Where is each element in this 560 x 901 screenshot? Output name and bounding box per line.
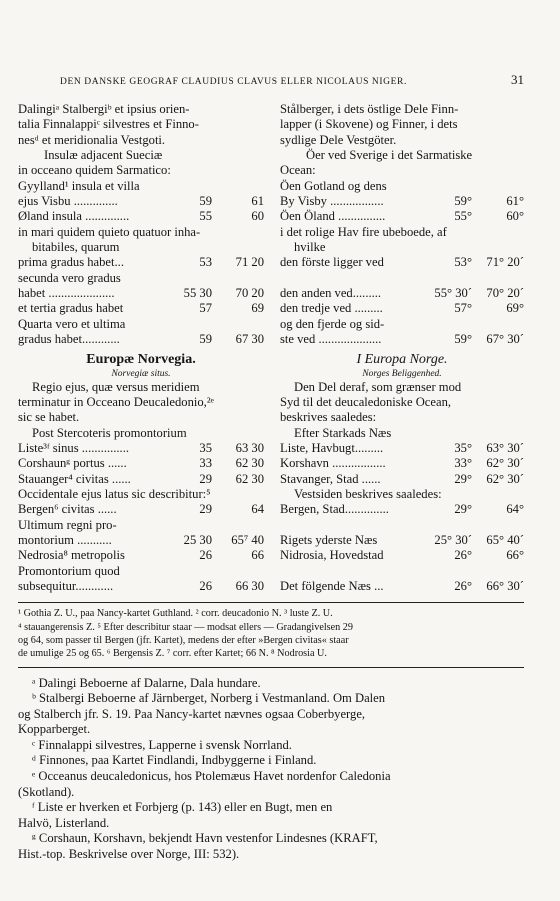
place-name: By Visby ................. [280, 194, 384, 209]
longitude-value: 60 [251, 209, 264, 224]
text-line: nesᵈ et meridionalia Vestgoti. [18, 132, 166, 147]
latitude-value: 29° [454, 471, 472, 486]
place-name: montorium ........... [18, 532, 112, 547]
note-line: ᶜ Finnalappi silvestres, Lapperne i svensk Norrland. [32, 737, 292, 752]
coordinate-row [18, 533, 264, 548]
coordinate-row [280, 209, 524, 224]
footnotes [18, 607, 524, 660]
column-rule [18, 602, 524, 603]
text-line: beskrives saaledes: [280, 410, 377, 425]
danish-column [280, 102, 524, 594]
text-line: sydlige Dele Vestgöter. [280, 132, 397, 147]
coordinate-row [18, 255, 264, 270]
note-line: ᵉ Occeanus deucaledonicus, hos Ptolemæus Havet nordenfor Caledonia [32, 769, 391, 784]
latitude-value: 29 [199, 471, 212, 486]
note-line: og Stalberch jfr. S. 19. Paa Nancy-kartet nævnes ogsaa Coberbyerge, [18, 706, 366, 721]
longitude-value: 71 20 [235, 255, 264, 270]
coordinate-row [18, 332, 264, 347]
longitude-value: 62° 30´ [486, 456, 524, 471]
text-line: Vestsiden beskrives saaledes: [294, 486, 442, 501]
note-line: ᵃ Dalingi Beboerne af Dalarne, Dala hundare. [32, 675, 261, 690]
place-name: Nedrosia⁸ metropolis [18, 548, 125, 563]
coordinate-row [18, 194, 264, 209]
latitude-value: 59 [199, 332, 212, 347]
latitude-value: 55 30 [183, 286, 212, 301]
section-subheading: Norges Beliggenhed. [362, 368, 442, 379]
coordinate-row [280, 286, 524, 301]
footnote-line: ⁴ stauangerensis Z. ⁵ Efter describitur staar — modsat ellers — Gradangivelsen 29 [18, 621, 353, 633]
note-line: ᶠ Liste er hverken et Forbjerg (p. 143) eller en Bugt, men en [32, 800, 333, 815]
note-line: Halvö, Listerland. [18, 815, 110, 830]
text-line: lapper (i Skovene) og Finner, i dets [280, 117, 458, 132]
longitude-value: 65⁷ 40 [231, 532, 264, 547]
note-line: ᵇ Stalbergi Beboerne af Järnberget, Norberg i Vestmanland. Om Dalen [32, 691, 386, 706]
latitude-value: 59° [454, 194, 472, 209]
longitude-value: 67 30 [235, 332, 264, 347]
latitude-value: 33 [199, 456, 212, 471]
text-line: Ocean: [280, 163, 316, 178]
longitude-value: 66° [506, 548, 524, 563]
text-line: Insulæ adjacent Sueciæ [44, 148, 163, 163]
longitude-value: 62° 30´ [486, 471, 524, 486]
place-name: den förste ligger ved [280, 255, 384, 270]
footnote-line: ¹ Gothia Z. U., paa Nancy-kartet Guthland. ² corr. deucadonio N. ³ luste Z. U. [18, 608, 333, 620]
coordinate-row [280, 255, 524, 270]
longitude-value: 62 30 [235, 471, 264, 486]
note-line: ᵈ Finnones, paa Kartet Findlandi, Indbyggerne i Finland. [32, 753, 317, 768]
text-line: Regio ejus, quæ versus meridiem [32, 379, 200, 394]
text-line: in mari quidem quieto quatuor inha- [18, 224, 201, 239]
place-name: den tredje ved ......... [280, 301, 383, 316]
place-name: Bergen, Stad.............. [280, 502, 389, 517]
coordinate-row [280, 456, 524, 471]
latitude-value: 25° 30´ [434, 532, 472, 547]
latitude-value: 29 [199, 502, 212, 517]
longitude-value: 61 [251, 194, 264, 209]
text-line: Den Del deraf, som grænser mod [294, 379, 462, 394]
text-line: terminatur in Occeano Deucaledonio,²ᵉ [18, 394, 214, 409]
coordinate-row [280, 332, 524, 347]
note-line: ᵍ Corshaun, Korshavn, bekjendt Havn vestenfor Lindesnes (KRAFT, [32, 831, 378, 846]
section-heading: I Europa Norge. [356, 351, 448, 367]
place-name: Öen Öland ............... [280, 209, 386, 224]
text-line: bitabiles, quarum [32, 240, 120, 255]
text-line: Promontorium quod [18, 563, 120, 578]
longitude-value: 67° 30´ [486, 332, 524, 347]
place-name: gradus habet............ [18, 332, 120, 347]
latitude-value: 55° [454, 209, 472, 224]
latitude-value: 26 [199, 548, 212, 563]
running-header [60, 72, 524, 88]
place-name: habet ..................... [18, 286, 115, 301]
coordinate-row [18, 286, 264, 301]
latitude-value: 29° [454, 502, 472, 517]
coordinate-row [18, 209, 264, 224]
latitude-value: 53° [454, 255, 472, 270]
two-column-text [18, 102, 524, 594]
latitude-value: 59 [199, 194, 212, 209]
coordinate-row [280, 194, 524, 209]
text-line: sic se habet. [18, 410, 80, 425]
text-line: Gyylland¹ insula et villa [18, 178, 140, 193]
place-name: Øland insula .............. [18, 209, 130, 224]
latitude-value: 59° [454, 332, 472, 347]
footnote-line: de umulige 25 og 65. ⁶ Bergensis Z. ⁷ corr. efter Kartet; 66 N. ⁸ Nodrosia U. [18, 648, 327, 660]
coordinate-row [18, 456, 264, 471]
latitude-value: 57° [454, 301, 472, 316]
place-name: Bergen⁶ civitas ...... [18, 502, 117, 517]
coordinate-row [18, 548, 264, 563]
longitude-value: 63 30 [235, 440, 264, 455]
longitude-value: 62 30 [235, 456, 264, 471]
coordinate-row [18, 502, 264, 517]
longitude-value: 65° 40´ [486, 532, 524, 547]
latitude-value: 35° [454, 440, 472, 455]
longitude-value: 70° 20´ [486, 286, 524, 301]
text-line: Öen Gotland og dens [280, 178, 387, 193]
text-line: Öer ved Sverige i det Sarmatiske [306, 148, 473, 163]
text-line: talia Finnalappiᶜ silvestres et Finno- [18, 117, 199, 132]
place-name: prima gradus habet... [18, 255, 124, 270]
section-subheading: Norvegiæ situs. [111, 368, 171, 379]
place-name: Korshavn ................. [280, 456, 386, 471]
text-line: Ultimum regni pro- [18, 517, 117, 532]
coordinate-row [18, 472, 264, 487]
latitude-value: 53 [199, 255, 212, 270]
coordinate-row [280, 301, 524, 316]
latitude-value: 33° [454, 456, 472, 471]
text-line [280, 271, 524, 286]
longitude-value: 71° 20´ [486, 255, 524, 270]
note-line: (Skotland). [18, 784, 75, 799]
longitude-value: 64 [251, 502, 264, 517]
longitude-value: 69° [506, 301, 524, 316]
latitude-value: 26 [199, 578, 212, 593]
text-line: i det rolige Hav fire ubeboede, af [280, 224, 447, 239]
latin-column [18, 102, 264, 594]
latitude-value: 35 [199, 440, 212, 455]
place-name: Corshaunᵍ portus ...... [18, 456, 127, 471]
coordinate-row [280, 533, 524, 548]
section-heading: Europæ Norvegia. [86, 351, 196, 367]
longitude-value: 69 [251, 301, 264, 316]
text-line: Stålberger, i dets östlige Dele Finn- [280, 102, 459, 116]
footnote-line: og 64, som passer til Bergen (jfr. Kartet), medens der efter »Bergen civitas« staar [18, 634, 349, 646]
place-name: Liste³ᶠ sinus ............... [18, 440, 130, 455]
longitude-value: 64° [506, 502, 524, 517]
place-name: Stavanger, Stad ...... [280, 471, 381, 486]
place-name: Liste, Havbugt......... [280, 440, 384, 455]
longitude-value: 60° [506, 209, 524, 224]
longitude-value: 70 20 [235, 286, 264, 301]
place-name: et tertia gradus habet [18, 301, 124, 316]
text-line: secunda vero gradus [18, 270, 121, 285]
text-line: hvilke [294, 240, 326, 255]
longitude-value: 61° [506, 194, 524, 209]
place-name: ejus Visbu .............. [18, 194, 118, 209]
running-title: DEN DANSKE GEOGRAF CLAUDIUS CLAVUS ELLER NICOLAUS NIGER. [60, 77, 407, 87]
longitude-value: 66 [251, 548, 264, 563]
text-line: Efter Starkads Næs [294, 425, 392, 440]
commentary-notes [18, 676, 524, 863]
text-line: Quarta vero et ultima [18, 316, 126, 331]
coordinate-row [280, 579, 524, 594]
latitude-value: 26° [454, 548, 472, 563]
place-name: Rigets yderste Næs [280, 532, 378, 547]
coordinate-row [18, 441, 264, 456]
note-line: Hist.-top. Beskrivelse over Norge, III: 532). [18, 847, 240, 862]
text-line: Post Stercoteris promontorium [32, 425, 187, 440]
text-line: in occeano quidem Sarmatico: [18, 163, 171, 178]
place-name: Det fölgende Næs ... [280, 578, 384, 593]
text-line: Occidentale ejus latus sic describitur:⁵ [18, 486, 211, 501]
note-line: Kopparberget. [18, 722, 91, 737]
coordinate-row [280, 502, 524, 517]
longitude-value: 63° 30´ [486, 440, 524, 455]
text-line: Dalingiᵃ Stalbergiᵇ et ipsius orien- [18, 102, 190, 116]
place-name: Stauanger⁴ civitas ...... [18, 471, 131, 486]
longitude-value: 66° 30´ [486, 578, 524, 593]
text-line: og den fjerde og sid- [280, 316, 385, 331]
place-name: subsequitur............ [18, 578, 114, 593]
latitude-value: 26° [454, 578, 472, 593]
coordinate-row [18, 579, 264, 594]
coordinate-row [280, 441, 524, 456]
latitude-value: 57 [199, 301, 212, 316]
text-line [280, 564, 524, 579]
text-line [280, 518, 524, 533]
coordinate-row [18, 301, 264, 316]
page-number: 31 [511, 72, 524, 87]
place-name: ste ved .................... [280, 332, 382, 347]
place-name: den anden ved......... [280, 286, 382, 301]
place-name: Nidrosia, Hovedstad [280, 548, 384, 563]
longitude-value: 66 30 [235, 578, 264, 593]
notes-rule [18, 667, 524, 668]
latitude-value: 25 30 [183, 532, 212, 547]
book-page [18, 72, 524, 863]
coordinate-row [280, 548, 524, 563]
latitude-value: 55° 30´ [434, 286, 472, 301]
latitude-value: 55 [199, 209, 212, 224]
coordinate-row [280, 472, 524, 487]
text-line: Syd til det deucaledoniske Ocean, [280, 394, 452, 409]
